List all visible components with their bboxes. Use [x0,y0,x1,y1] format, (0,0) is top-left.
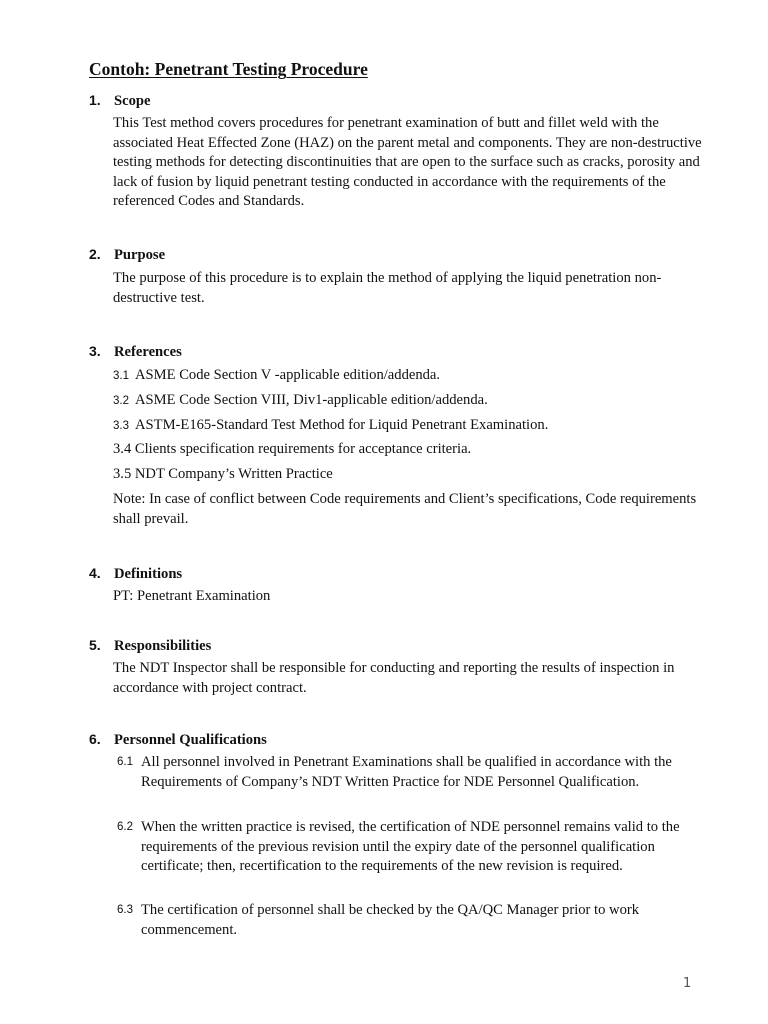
references-note: Note: In case of conflict between Code requirements and Client’s specifications, Code requirements shall prevail. [113,491,697,527]
section-heading-references [89,341,182,362]
reference-number: 3.1 [113,370,129,382]
reference-number: 3.3 [113,420,129,432]
definitions-paragraph: PT: Penetrant Examination [113,588,271,604]
section-title: Responsibilities [114,638,212,654]
section-heading-responsibilities [89,635,211,656]
qualification-text: All personnel involved in Penetrant Examinations shall be qualified in accordance with the Requirements of Company’s NDT Written Practice for NDE Personnel Qualification. [141,754,672,790]
qualification-text: The certification of personnel shall be checked by the QA/QC Manager prior to work commencement. [141,902,640,938]
reference-item [113,465,703,485]
reference-text: 3.4 Clients specification requirements for acceptance criteria. [113,441,472,457]
qualification-item [117,901,703,940]
qualification-item [117,753,703,792]
reference-text: ASTM-E165-Standard Test Method for Liquid Penetrant Examination. [135,417,549,433]
section-heading-scope [89,90,150,111]
section-heading-definitions [89,563,182,584]
section-heading-personnel-qualifications [89,729,267,750]
section-title: References [114,344,182,360]
reference-item [113,391,703,412]
section-title: Definitions [114,566,183,582]
qualification-number: 6.1 [117,756,133,768]
reference-item [113,416,703,437]
qualification-item [117,818,703,877]
reference-item [113,440,703,460]
qualification-text: When the written practice is revised, the certification of NDE personnel remains valid to the requirements of the previous revision until the expiry date of the personnel qualification certificate; then, recertification to the requirements of the new revision is required. [141,819,680,874]
section-number: 6. [89,731,101,747]
qualification-number: 6.2 [117,821,133,833]
reference-text: ASME Code Section VIII, Div1-applicable edition/addenda. [135,392,488,408]
section-number: 3. [89,343,101,359]
document-title: Contoh: Penetrant Testing Procedure [89,59,368,79]
section-number: 2. [89,246,101,262]
section-number: 1. [89,92,101,108]
section-title: Scope [114,93,151,109]
reference-number: 3.2 [113,395,129,407]
scope-paragraph: This Test method covers procedures for penetrant examination of butt and fillet weld with the associated Heat Effected Zone (HAZ) on the parent metal and components. They are non-destructive testing methods for detecting discontinuities that are open to the surface such as cracks, porosity and lack of fusion by liquid penetrant testing conducted in accordance with the requirements of the referenced Codes and Standards. [113,115,702,209]
reference-text: ASME Code Section V -applicable edition/addenda. [135,367,441,383]
purpose-paragraph: The purpose of this procedure is to explain the method of applying the liquid penetration non-destructive test. [113,270,662,306]
responsibilities-paragraph: The NDT Inspector shall be responsible for conducting and reporting the results of inspection in accordance with project contract. [113,660,675,696]
section-heading-purpose [89,244,165,265]
section-number: 5. [89,637,101,653]
reference-item [113,366,703,387]
reference-text: 3.5 NDT Company’s Written Practice [113,466,333,482]
page-number: 1 [683,976,692,991]
qualification-number: 6.3 [117,904,133,916]
section-title: Personnel Qualifications [114,732,267,748]
section-number: 4. [89,565,101,581]
section-title: Purpose [114,247,166,263]
